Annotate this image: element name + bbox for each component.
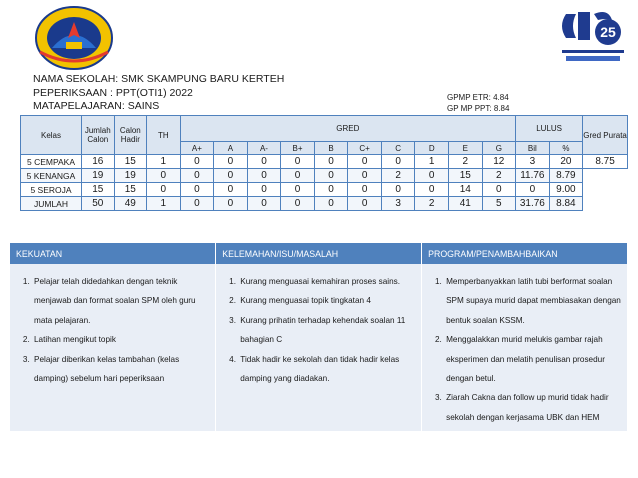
table-cell: 15: [114, 155, 147, 169]
row-kelas: JUMLAH: [21, 197, 82, 211]
table-cell: 16: [82, 155, 115, 169]
ministry-25-anniversary-logo: [556, 6, 630, 70]
list-item: 1. Pelajar telah didedahkan dengan teknik menjawab dan format soalan SPM oleh guru mata pelajaran.: [32, 272, 209, 330]
gpmp-ppt: GP MP PPT: 8.84: [447, 103, 510, 113]
col-grade: A+: [180, 142, 214, 155]
school-info-header: [33, 73, 284, 114]
school-crest-icon: [30, 2, 118, 70]
table-cell: 15: [114, 183, 147, 197]
col-grade: G: [482, 142, 516, 155]
table-cell: 2: [482, 169, 516, 183]
col-grade: C: [381, 142, 415, 155]
row-kelas: 5 SEROJA: [21, 183, 82, 197]
row-kelas: 5 KENANGA: [21, 169, 82, 183]
col-lulus-percent: %: [549, 142, 583, 155]
table-cell: 0: [214, 197, 248, 211]
col-kelas: Kelas: [21, 116, 82, 155]
table-cell: 3: [381, 197, 415, 211]
table-cell: 41: [448, 197, 482, 211]
list-item: 3. Pelajar diberikan kelas tambahan (kelas damping) sebelum hari peperiksaan: [32, 350, 209, 389]
col-th: TH: [147, 116, 181, 155]
table-cell: 0: [147, 183, 181, 197]
col-lulus-group: LULUS: [516, 116, 583, 142]
list-item: 3. Ziarah Cakna dan follow up murid tidak hadir sekolah dengan kerjasama UBK dan HEM: [444, 388, 621, 427]
table-cell: 31.76: [516, 197, 550, 211]
exam-name: PEPERIKSAAN : PPT(OTI1) 2022: [33, 86, 193, 99]
col-grade: C+: [348, 142, 382, 155]
table-cell: 0: [348, 197, 382, 211]
table-cell: 0: [281, 155, 315, 169]
program-list: [428, 272, 621, 427]
table-cell: 0: [180, 155, 214, 169]
row-kelas: 5 CEMPAKA: [21, 155, 82, 169]
table-cell: 2: [415, 197, 449, 211]
table-cell: 9.00: [549, 183, 583, 197]
kekuatan-list: [16, 272, 209, 388]
table-cell: 50: [82, 197, 115, 211]
list-item: 4. Tidak hadir ke sekolah dan tidak hadir kelas damping yang diadakan.: [238, 350, 415, 389]
table-cell: 5: [482, 197, 516, 211]
table-cell: 0: [381, 155, 415, 169]
table-cell: 1: [147, 197, 181, 211]
table-cell: 8.75: [583, 155, 628, 169]
col-grade: B: [314, 142, 348, 155]
table-cell: 11.76: [516, 169, 550, 183]
table-cell: 0: [348, 155, 382, 169]
table-cell: 0: [516, 183, 550, 197]
table-cell: 12: [482, 155, 516, 169]
col-grade: A-: [247, 142, 281, 155]
table-cell: 1: [415, 155, 449, 169]
table-cell: 0: [180, 183, 214, 197]
table-cell: 0: [281, 183, 315, 197]
table-cell: 0: [214, 169, 248, 183]
table-cell: 0: [214, 155, 248, 169]
table-cell: 0: [180, 197, 214, 211]
table-cell: 0: [381, 183, 415, 197]
table-cell: 49: [114, 197, 147, 211]
kelemahan-list: [222, 272, 415, 388]
table-cell: 0: [348, 169, 382, 183]
col-gred-purata: Gred Purata: [583, 116, 628, 155]
table-cell: 8.84: [549, 197, 583, 211]
svg-text:25: 25: [600, 24, 616, 40]
table-cell: 8.79: [549, 169, 583, 183]
table-cell: 14: [448, 183, 482, 197]
table-cell: 0: [214, 183, 248, 197]
list-item: 2. Kurang menguasai topik tingkatan 4: [238, 291, 415, 310]
header-program: PROGRAM/PENAMBAHBAIKAN: [422, 243, 628, 264]
table-cell: 0: [314, 197, 348, 211]
table-cell: 0: [147, 169, 181, 183]
analysis-table: [10, 243, 628, 431]
table-row: [21, 155, 628, 169]
table-cell: 0: [348, 183, 382, 197]
table-cell: 0: [247, 155, 281, 169]
col-lulus-bil: Bil: [516, 142, 550, 155]
table-cell: 0: [247, 197, 281, 211]
table-cell: 0: [314, 183, 348, 197]
table-cell: 0: [314, 169, 348, 183]
table-cell: 0: [314, 155, 348, 169]
kekuatan-cell: [10, 264, 216, 431]
col-grade: B+: [281, 142, 315, 155]
col-calon-hadir: Calon Hadir: [114, 116, 147, 155]
table-row: [21, 183, 628, 197]
col-grade: E: [448, 142, 482, 155]
table-cell: 0: [180, 169, 214, 183]
table-cell: 15: [82, 183, 115, 197]
subject-name: MATAPELAJARAN: SAINS: [33, 100, 160, 113]
list-item: 2. Menggalakkan murid melukis gambar rajah eksperimen dan melatih penulisan prosedur dengan betul.: [444, 330, 621, 388]
table-cell: 3: [516, 155, 550, 169]
list-item: 1. Kurang menguasai kemahiran proses sains.: [238, 272, 415, 291]
table-cell: 20: [549, 155, 583, 169]
header-kelemahan: KELEMAHAN/ISU/MASALAH: [216, 243, 422, 264]
header-kekuatan: KEKUATAN: [10, 243, 216, 264]
col-gred-group: GRED: [180, 116, 515, 142]
school-name: NAMA SEKOLAH: SMK SKAMPUNG BARU KERTEH: [33, 73, 285, 85]
table-cell: 1: [147, 155, 181, 169]
list-item: 3. Kurang prihatin terhadap kehendak soalan 11 bahagian C: [238, 311, 415, 350]
table-cell: 19: [82, 169, 115, 183]
table-row: [21, 169, 628, 183]
grade-analysis-table: [20, 115, 628, 211]
table-row: [21, 197, 628, 211]
list-item: 2. Latihan mengikut topik: [32, 330, 209, 349]
table-cell: 19: [114, 169, 147, 183]
col-jumlah-calon: Jumlah Calon: [82, 116, 115, 155]
gpmp-etr: GPMP ETR: 4.84: [447, 93, 509, 102]
table-cell: 0: [247, 183, 281, 197]
table-cell: 0: [281, 197, 315, 211]
col-grade: D: [415, 142, 449, 155]
col-grade: A: [214, 142, 248, 155]
table-cell: 0: [415, 183, 449, 197]
table-cell: 2: [448, 155, 482, 169]
table-cell: 0: [415, 169, 449, 183]
program-cell: [422, 264, 628, 431]
table-cell: 0: [281, 169, 315, 183]
table-cell: 0: [482, 183, 516, 197]
gpmp-summary: [447, 93, 509, 114]
table-cell: 0: [247, 169, 281, 183]
kelemahan-cell: [216, 264, 422, 431]
list-item: 1. Memperbanyakkan latih tubi berformat soalan SPM supaya murid dapat membiasakan dengan bentuk soalan KSSM.: [444, 272, 621, 330]
table-cell: 15: [448, 169, 482, 183]
table-cell: 2: [381, 169, 415, 183]
